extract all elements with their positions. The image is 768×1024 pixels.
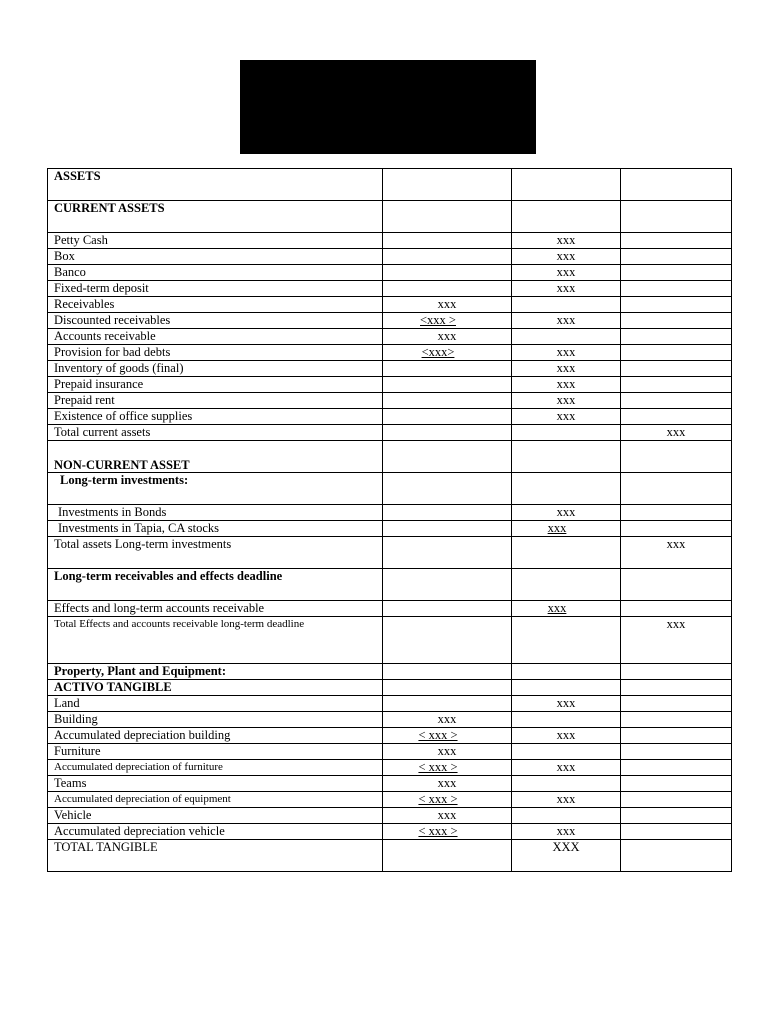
amount-cell-c3 [512, 792, 621, 808]
amount-cell-c2 [383, 776, 512, 792]
amount-cell-c2 [383, 169, 512, 201]
row-label: Inventory of goods (final) [48, 361, 383, 377]
amount-cell-c3 [512, 441, 621, 473]
table-row [48, 313, 732, 329]
row-label: Building [48, 712, 383, 728]
amount-value: xxx [547, 601, 567, 615]
row-label: Prepaid rent [48, 393, 383, 409]
balance-sheet-table [47, 168, 732, 872]
row-label: ASSETS [48, 169, 383, 201]
row-label: Property, Plant and Equipment: [48, 664, 383, 680]
table-row [48, 297, 732, 313]
amount-cell-c4 [621, 696, 732, 712]
amount-cell-c3 [512, 537, 621, 569]
table-row [48, 824, 732, 840]
amount-cell-c4 [621, 329, 732, 345]
table-row [48, 712, 732, 728]
row-label: Teams [48, 776, 383, 792]
amount-cell-c4 [621, 712, 732, 728]
amount-cell-c4 [621, 521, 732, 537]
amount-cell-c4 [621, 169, 732, 201]
amount-cell-c2 [383, 233, 512, 249]
amount-cell-c2 [383, 808, 512, 824]
amount-cell-c4 [621, 249, 732, 265]
table-row [48, 425, 732, 441]
amount-cell-c2 [383, 265, 512, 281]
amount-value: xxx [437, 776, 457, 790]
amount-cell-c3 [512, 169, 621, 201]
table-row [48, 808, 732, 824]
row-label: Box [48, 249, 383, 265]
row-label: Petty Cash [48, 233, 383, 249]
amount-value: xxx [556, 233, 576, 247]
row-label: Provision for bad debts [48, 345, 383, 361]
row-label: Long-term investments: [48, 473, 383, 505]
amount-value: xxx [666, 425, 686, 439]
amount-cell-c2 [383, 409, 512, 425]
amount-value: xxx [556, 696, 576, 710]
table-row [48, 169, 732, 201]
row-label: Investments in Tapia, CA stocks [48, 521, 383, 537]
amount-cell-c3 [512, 664, 621, 680]
amount-value: < xxx > [418, 824, 458, 838]
table-row [48, 361, 732, 377]
amount-cell-c2 [383, 744, 512, 760]
table-row [48, 696, 732, 712]
row-label: Effects and long-term accounts receivable [48, 601, 383, 617]
table-row [48, 377, 732, 393]
amount-cell-c3 [512, 265, 621, 281]
amount-cell-c4 [621, 744, 732, 760]
amount-value: XXX [552, 840, 580, 854]
table-row [48, 776, 732, 792]
row-label: Accumulated depreciation vehicle [48, 824, 383, 840]
amount-value: xxx [556, 792, 576, 806]
table-row [48, 393, 732, 409]
amount-value: <xxx> [421, 345, 455, 359]
row-label: TOTAL TANGIBLE [48, 840, 383, 872]
amount-cell-c3 [512, 425, 621, 441]
balance-sheet-body [48, 169, 732, 872]
amount-cell-c3 [512, 505, 621, 521]
amount-value: xxx [437, 744, 457, 758]
amount-value: xxx [556, 728, 576, 742]
amount-cell-c4 [621, 617, 732, 664]
amount-cell-c3 [512, 233, 621, 249]
row-label: Discounted receivables [48, 313, 383, 329]
amount-cell-c3 [512, 696, 621, 712]
amount-cell-c4 [621, 297, 732, 313]
amount-cell-c3 [512, 409, 621, 425]
amount-cell-c4 [621, 664, 732, 680]
table-row [48, 265, 732, 281]
amount-cell-c2 [383, 617, 512, 664]
table-row [48, 744, 732, 760]
amount-value: xxx [666, 537, 686, 551]
amount-cell-c3 [512, 728, 621, 744]
row-label: ACTIVO TANGIBLE [48, 680, 383, 696]
amount-cell-c3 [512, 393, 621, 409]
amount-cell-c2 [383, 425, 512, 441]
row-label: Accounts receivable [48, 329, 383, 345]
amount-cell-c4 [621, 537, 732, 569]
amount-cell-c4 [621, 792, 732, 808]
amount-cell-c2 [383, 281, 512, 297]
amount-value: xxx [437, 712, 457, 726]
amount-cell-c2 [383, 521, 512, 537]
amount-cell-c3 [512, 249, 621, 265]
table-row [48, 441, 732, 473]
amount-value: xxx [556, 313, 576, 327]
amount-cell-c2 [383, 505, 512, 521]
amount-value: <xxx > [420, 313, 456, 327]
table-row [48, 521, 732, 537]
amount-value: xxx [437, 329, 457, 343]
amount-value: xxx [556, 824, 576, 838]
row-label: Accumulated depreciation building [48, 728, 383, 744]
table-row [48, 281, 732, 297]
table-row [48, 409, 732, 425]
table-row [48, 473, 732, 505]
amount-cell-c3 [512, 361, 621, 377]
row-label: Land [48, 696, 383, 712]
amount-cell-c3 [512, 680, 621, 696]
amount-cell-c3 [512, 473, 621, 505]
amount-cell-c3 [512, 712, 621, 728]
amount-cell-c2 [383, 393, 512, 409]
amount-value: xxx [556, 281, 576, 295]
row-label: Prepaid insurance [48, 377, 383, 393]
amount-cell-c3 [512, 617, 621, 664]
amount-cell-c4 [621, 680, 732, 696]
amount-cell-c4 [621, 760, 732, 776]
amount-cell-c4 [621, 201, 732, 233]
amount-cell-c2 [383, 201, 512, 233]
amount-cell-c2 [383, 664, 512, 680]
amount-value: xxx [437, 808, 457, 822]
amount-cell-c3 [512, 201, 621, 233]
amount-cell-c3 [512, 601, 621, 617]
amount-cell-c2 [383, 345, 512, 361]
amount-cell-c3 [512, 281, 621, 297]
amount-cell-c2 [383, 377, 512, 393]
amount-cell-c4 [621, 377, 732, 393]
table-row [48, 617, 732, 664]
table-row [48, 537, 732, 569]
amount-cell-c4 [621, 569, 732, 601]
amount-value: xxx [556, 409, 576, 423]
amount-cell-c4 [621, 425, 732, 441]
amount-value: xxx [556, 377, 576, 391]
table-row [48, 601, 732, 617]
row-label: Long-term receivables and effects deadline [48, 569, 383, 601]
amount-cell-c4 [621, 233, 732, 249]
amount-cell-c4 [621, 505, 732, 521]
amount-cell-c3 [512, 808, 621, 824]
amount-cell-c2 [383, 569, 512, 601]
table-row [48, 840, 732, 872]
amount-value: xxx [437, 297, 457, 311]
amount-cell-c2 [383, 473, 512, 505]
table-row [48, 569, 732, 601]
amount-cell-c2 [383, 297, 512, 313]
amount-cell-c4 [621, 313, 732, 329]
row-label: Receivables [48, 297, 383, 313]
row-label: Accumulated depreciation of furniture [48, 760, 383, 776]
row-label: Total assets Long-term investments [48, 537, 383, 569]
row-label: Total Effects and accounts receivable long-term deadline [48, 617, 383, 664]
amount-cell-c2 [383, 792, 512, 808]
amount-cell-c2 [383, 361, 512, 377]
amount-cell-c4 [621, 728, 732, 744]
amount-cell-c3 [512, 569, 621, 601]
row-label: Fixed-term deposit [48, 281, 383, 297]
amount-cell-c2 [383, 249, 512, 265]
amount-cell-c2 [383, 840, 512, 872]
amount-cell-c4 [621, 601, 732, 617]
amount-cell-c4 [621, 776, 732, 792]
amount-cell-c4 [621, 473, 732, 505]
table-row [48, 728, 732, 744]
table-row [48, 345, 732, 361]
table-row [48, 760, 732, 776]
amount-cell-c4 [621, 393, 732, 409]
amount-value: xxx [556, 393, 576, 407]
amount-value: xxx [556, 249, 576, 263]
amount-cell-c3 [512, 297, 621, 313]
row-label: CURRENT ASSETS [48, 201, 383, 233]
amount-value: xxx [556, 361, 576, 375]
amount-cell-c3 [512, 377, 621, 393]
amount-cell-c4 [621, 281, 732, 297]
row-label: Investments in Bonds [48, 505, 383, 521]
table-row [48, 680, 732, 696]
amount-cell-c4 [621, 441, 732, 473]
amount-value: < xxx > [418, 792, 458, 806]
row-label: Total current assets [48, 425, 383, 441]
table-row [48, 505, 732, 521]
amount-cell-c2 [383, 696, 512, 712]
amount-cell-c3 [512, 824, 621, 840]
amount-cell-c4 [621, 840, 732, 872]
amount-cell-c3 [512, 840, 621, 872]
table-row [48, 664, 732, 680]
amount-cell-c2 [383, 760, 512, 776]
amount-cell-c2 [383, 728, 512, 744]
row-label: Accumulated depreciation of equipment [48, 792, 383, 808]
amount-value: xxx [556, 345, 576, 359]
table-row [48, 201, 732, 233]
table-row [48, 792, 732, 808]
amount-value: xxx [556, 505, 576, 519]
table-row [48, 329, 732, 345]
amount-cell-c2 [383, 712, 512, 728]
amount-cell-c3 [512, 313, 621, 329]
amount-cell-c2 [383, 329, 512, 345]
amount-cell-c4 [621, 409, 732, 425]
amount-value: < xxx > [418, 728, 458, 742]
amount-value: xxx [547, 521, 567, 535]
amount-cell-c2 [383, 441, 512, 473]
redacted-title-block [240, 60, 536, 154]
amount-cell-c3 [512, 776, 621, 792]
amount-value: xxx [556, 265, 576, 279]
amount-cell-c2 [383, 601, 512, 617]
amount-value: xxx [666, 617, 686, 631]
row-label: Vehicle [48, 808, 383, 824]
table-row [48, 249, 732, 265]
amount-cell-c4 [621, 824, 732, 840]
amount-value: < xxx > [418, 760, 458, 774]
row-label: Existence of office supplies [48, 409, 383, 425]
row-label: Furniture [48, 744, 383, 760]
amount-cell-c3 [512, 760, 621, 776]
amount-cell-c3 [512, 345, 621, 361]
amount-cell-c4 [621, 345, 732, 361]
amount-cell-c3 [512, 521, 621, 537]
amount-cell-c2 [383, 537, 512, 569]
row-label: NON-CURRENT ASSET [48, 441, 383, 473]
amount-cell-c3 [512, 744, 621, 760]
amount-value: xxx [556, 760, 576, 774]
amount-cell-c2 [383, 313, 512, 329]
table-row [48, 233, 732, 249]
row-label: Banco [48, 265, 383, 281]
amount-cell-c4 [621, 808, 732, 824]
amount-cell-c3 [512, 329, 621, 345]
amount-cell-c2 [383, 680, 512, 696]
amount-cell-c2 [383, 824, 512, 840]
amount-cell-c4 [621, 265, 732, 281]
amount-cell-c4 [621, 361, 732, 377]
